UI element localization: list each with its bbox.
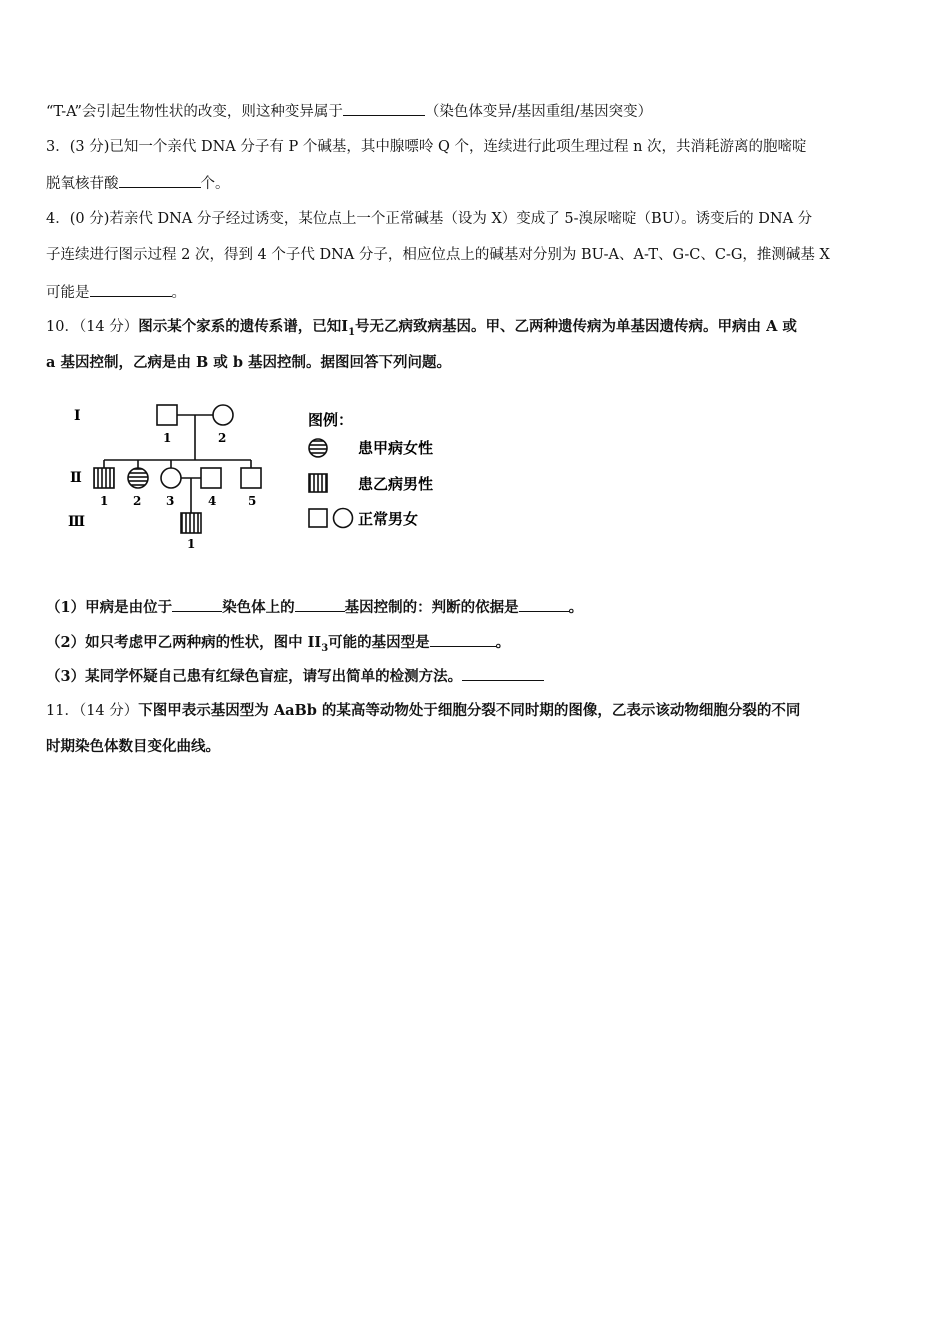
gen2-female-3 — [161, 468, 181, 488]
q10-line1 — [46, 317, 910, 343]
q2-text: “T-A”会引起生物性状的改变，则这种变异属于 — [46, 104, 343, 120]
q10-text: 图示某个家系的遗传系谱，已知Ⅰ — [138, 318, 349, 335]
legend-normal-female-icon — [334, 509, 353, 528]
answer-blank[interactable] — [343, 101, 425, 116]
q3-text-end: 个。 — [200, 176, 230, 192]
legend-affected-a-female-icon — [309, 439, 327, 457]
answer-blank[interactable] — [119, 173, 201, 188]
gen1-num-2: 2 — [218, 431, 227, 445]
q11-line1 — [46, 701, 910, 721]
gen2-num-2: 2 — [133, 494, 142, 508]
q10-sub: 1 — [348, 326, 356, 338]
q11-number: 11．（14 分） — [46, 703, 139, 719]
sub1-text-b: 染色体上的 — [222, 599, 295, 616]
q4-text: 可能是 — [46, 285, 90, 301]
q2-options: （染色体变异/基因重组/基因突变） — [424, 104, 653, 120]
gen2-num-3: 3 — [166, 494, 175, 508]
legend-item-1: 患甲病女性 — [358, 439, 434, 457]
q2-line — [46, 101, 910, 122]
q11-text: 下图甲表示基因型为 AaBb 的某高等动物处于细胞分裂不同时期的图像，乙表示该动物细胞分裂的不同 — [138, 702, 801, 719]
gen2-female-2-affected-a — [128, 468, 148, 488]
sub2-text-a: （2）如只考虑甲乙两种病的性状，图中 II — [46, 634, 322, 651]
q3-line1: 3．(3 分)已知一个亲代 DNA 分子有 P 个碱基，其中腺嘌呤 Q 个，连续进行此项生理过程 n 次，共消耗游离的胞嘧啶 — [46, 139, 807, 155]
answer-blank[interactable] — [90, 282, 172, 297]
gen2-male-1-affected-b — [94, 468, 114, 488]
answer-blank[interactable] — [519, 597, 569, 612]
gen1-female-2 — [213, 405, 233, 425]
answer-blank[interactable] — [295, 597, 345, 612]
gen-label-3: Ⅲ — [68, 514, 86, 530]
q11-line2: 时期染色体数目变化曲线。 — [46, 738, 220, 755]
sub2-subscript: 3 — [321, 642, 329, 654]
q10-text-b: 号无乙病致病基因。甲、乙两种遗传病为单基因遗传病。甲病由 A 或 — [355, 318, 797, 335]
sub1-text-a: （1）甲病是由位于 — [46, 599, 173, 616]
gen3-num-1: 1 — [187, 537, 196, 551]
gen3-male-1-affected-b — [181, 513, 201, 533]
q10-line2: a 基因控制，乙病是由 B 或 b 基因控制。据图回答下列问题。 — [46, 354, 452, 371]
q10-number: 10．（14 分） — [46, 319, 139, 335]
q3-line2 — [46, 173, 910, 194]
q3-text: 脱氧核苷酸 — [46, 176, 119, 192]
q4-line3 — [46, 282, 910, 303]
answer-blank[interactable] — [172, 597, 222, 612]
legend-affected-b-male-icon — [309, 474, 327, 492]
legend-title: 图例： — [308, 411, 354, 429]
q10-sub3 — [46, 666, 910, 687]
sub1-text-d: 。 — [568, 599, 584, 616]
legend-normal-male-icon — [309, 509, 327, 527]
legend-item-2: 患乙病男性 — [358, 475, 434, 493]
pedigree-chart — [60, 395, 500, 560]
gen2-male-4 — [201, 468, 221, 488]
q10-sub2 — [46, 632, 910, 659]
answer-blank[interactable] — [462, 666, 544, 681]
gen1-male-1 — [157, 405, 177, 425]
sub3-text-a: （3）某同学怀疑自己患有红绿色盲症，请写出简单的检测方法。 — [46, 668, 463, 685]
gen1-num-1: 1 — [163, 431, 172, 445]
q10-sub1 — [46, 597, 910, 618]
gen2-num-5: 5 — [248, 494, 257, 508]
gen2-num-1: 1 — [100, 494, 109, 508]
legend-item-3: 正常男女 — [358, 510, 419, 528]
answer-blank[interactable] — [430, 632, 496, 647]
sub2-text-b: 可能的基因型是 — [328, 634, 430, 651]
q4-line1: 4．(0 分)若亲代 DNA 分子经过诱变，某位点上一个正常碱基（设为 X）变成了 5-溴尿嘧啶（BU）。诱变后的 DNA 分 — [46, 211, 813, 227]
gen2-num-4: 4 — [208, 494, 217, 508]
q4-text-end: 。 — [171, 285, 186, 301]
gen-label-1: Ⅰ — [74, 408, 81, 424]
sub1-text-c: 基因控制的：判断的依据是 — [344, 599, 519, 616]
q4-line2: 子连续进行图示过程 2 次，得到 4 个子代 DNA 分子，相应位点上的碱基对分别为 BU-A、A-T、G-C、C-G，推测碱基 X — [46, 247, 830, 263]
sub2-text-c: 。 — [495, 634, 511, 651]
gen2-male-5 — [241, 468, 261, 488]
gen-label-2: Ⅱ — [70, 470, 82, 486]
